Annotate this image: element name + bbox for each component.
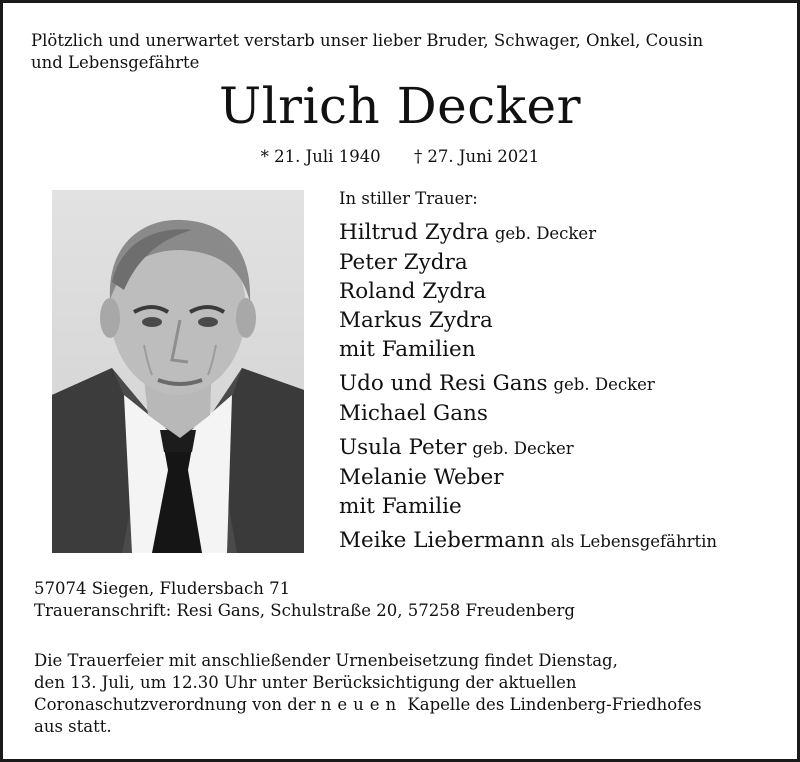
service-line-3-spaced: neuen: [320, 695, 403, 714]
mourner-name: Peter Zydra: [339, 250, 468, 275]
life-dates: [0, 146, 800, 168]
address-block: [34, 578, 774, 622]
mourner-name: Meike Liebermann: [339, 528, 545, 553]
service-line-1: Die Trauerfeier mit anschließender Urnenbeisetzung findet Dienstag,: [34, 651, 618, 670]
mourner-name: Hiltrud Zydra: [339, 220, 489, 245]
mourner-group-2: [339, 369, 779, 428]
service-line-3-post: Kapelle des Lindenberg-Friedhofes: [402, 695, 702, 714]
portrait-photo: [52, 190, 304, 553]
mourner-suffix: geb. Decker: [494, 224, 597, 243]
intro-line-2: und Lebensgefährte: [31, 53, 200, 72]
mourner-name: Markus Zydra: [339, 308, 493, 333]
service-line-4: aus statt.: [34, 717, 112, 736]
service-line-2: den 13. Juli, um 12.30 Uhr unter Berücksichtigung der aktuellen: [34, 673, 577, 692]
mourner-line: [339, 433, 779, 463]
mourner-name: mit Familien: [339, 337, 476, 362]
mourner-suffix: als Lebensgefährtin: [550, 532, 718, 551]
mourner-group-4: [339, 526, 779, 556]
mourner-name: Udo und Resi Gans: [339, 371, 548, 396]
mourning-intro: In stiller Trauer:: [339, 189, 478, 208]
portrait-illustration: [52, 190, 304, 553]
intro-line-1: Plötzlich und unerwartet verstarb unser lieber Bruder, Schwager, Onkel, Cousin: [31, 31, 704, 50]
mourner-group-1: [339, 218, 779, 364]
mourner-name: Usula Peter: [339, 435, 467, 460]
birth-date: * 21. Juli 1940: [260, 147, 381, 166]
mourner-name: Melanie Weber: [339, 465, 504, 490]
mourner-suffix: geb. Decker: [472, 439, 574, 458]
death-date: † 27. Juni 2021: [413, 147, 540, 166]
mourner-line: [339, 369, 779, 399]
service-info: [34, 650, 774, 738]
residence-address: 57074 Siegen, Fludersbach 71: [34, 579, 291, 598]
mourner-group-3: [339, 433, 779, 521]
mourner-line: [339, 526, 779, 556]
mourner-name: mit Familie: [339, 494, 462, 519]
mourner-line: [339, 218, 779, 248]
service-line-3: [34, 694, 774, 716]
mourners-list: [339, 218, 779, 561]
intro-text: [31, 30, 776, 74]
service-line-3-pre: Coronaschutzverordnung von der: [34, 695, 321, 714]
mourner-name: Michael Gans: [339, 401, 488, 426]
deceased-name: Ulrich Decker: [218, 77, 582, 135]
mourner-suffix: geb. Decker: [553, 375, 655, 394]
mourning-address: Traueranschrift: Resi Gans, Schulstraße 20, 57258 Freudenberg: [34, 601, 575, 620]
mourner-name: Roland Zydra: [339, 279, 487, 304]
